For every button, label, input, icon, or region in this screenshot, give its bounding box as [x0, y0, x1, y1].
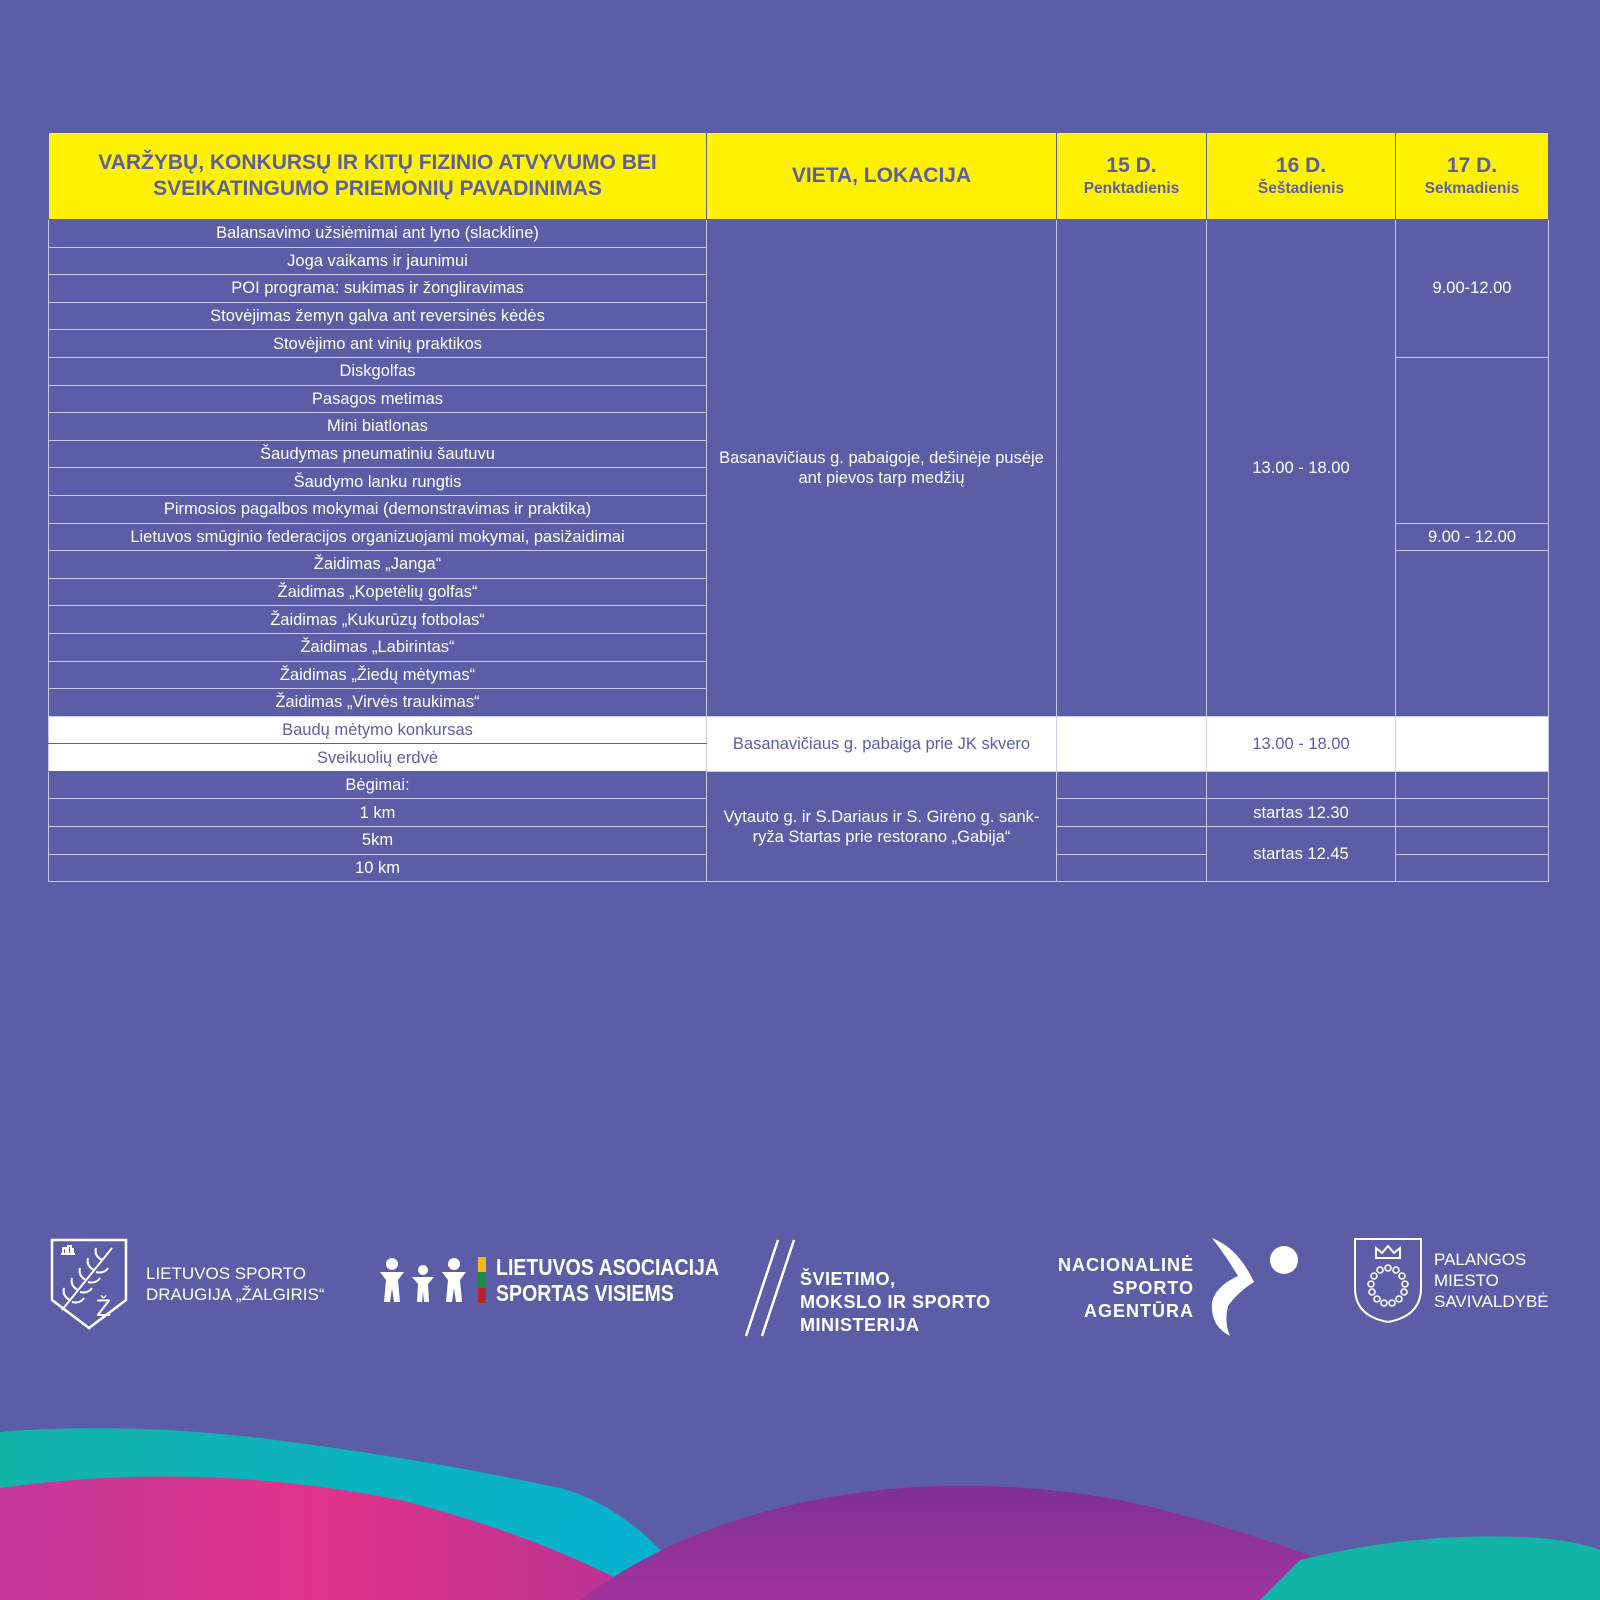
activity-name: Žaidimas „Labirintas“	[49, 633, 707, 661]
sat-time-square: 13.00 - 18.00	[1207, 716, 1396, 771]
location-square: Basanavičiaus g. pabaiga prie JK skvero	[707, 716, 1057, 771]
logo-text-line: PALANGOS	[1434, 1249, 1527, 1269]
activity-name: Mini biatlonas	[49, 413, 707, 441]
asociacija-text	[496, 1254, 719, 1306]
header-activity-name	[49, 133, 707, 220]
sun-empty-cell	[1396, 799, 1549, 827]
activity-name: Diskgolfas	[49, 357, 707, 385]
location-park: Basanavičiaus g. pabaigoje, dešinėje pusėje ant pievos tarp medžių	[707, 220, 1057, 717]
activity-name: POI programa: sukimas ir žongliravimas	[49, 275, 707, 303]
header-day-15	[1057, 133, 1207, 220]
logo-text-line: MIESTO	[1434, 1270, 1499, 1290]
header-location: VIETA, LOKACIJA	[707, 133, 1057, 220]
palanga-crest-icon	[1352, 1236, 1424, 1324]
fri-empty-cell	[1057, 854, 1207, 882]
logo-ministerija	[742, 1234, 991, 1340]
activity-name: Joga vaikams ir jaunimui	[49, 247, 707, 275]
sun-time-first: 9.00-12.00	[1396, 220, 1549, 358]
ministry-slash-icon	[742, 1234, 800, 1340]
logo-agentura	[1058, 1236, 1300, 1340]
activity-name: Pirmosios pagalbos mokymai (demonstravimas ir praktika)	[49, 495, 707, 523]
logo-text-line: MINISTERIJA	[800, 1314, 920, 1335]
day-label: 16 D.	[1275, 154, 1327, 177]
activity-name: Šaudymo lanku rungtis	[49, 468, 707, 496]
activity-name: 10 km	[49, 854, 707, 882]
table-row	[49, 220, 1549, 248]
activity-name: Stovėjimas žemyn galva ant reversinės kėdės	[49, 302, 707, 330]
sat-start-1km: startas 12.30	[1207, 799, 1396, 827]
fri-empty-cell	[1057, 220, 1207, 717]
sun-empty-cell	[1396, 551, 1549, 717]
activity-name: Šaudymas pneumatiniu šautuvu	[49, 440, 707, 468]
sat-start-5-10km: startas 12.45	[1207, 827, 1396, 882]
activity-name: 5km	[49, 827, 707, 855]
weekday-label: Sekmadienis	[1424, 180, 1520, 197]
logo-text-line: NACIONALINĖ	[1058, 1254, 1194, 1275]
lithuanian-flag-bar	[478, 1257, 486, 1303]
activity-name: Žaidimas „Virvės traukimas“	[49, 689, 707, 717]
sun-empty-cell	[1396, 854, 1549, 882]
fri-empty-cell	[1057, 716, 1207, 771]
sat-empty-cell	[1207, 771, 1396, 799]
logo-text-line: LIETUVOS ASOCIACIJA	[496, 1254, 720, 1280]
fri-empty-cell	[1057, 827, 1207, 855]
sun-empty-cell	[1396, 771, 1549, 799]
activity-name: Žaidimas „Kukurūzų fotbolas“	[49, 606, 707, 634]
header-title-line2: SVEIKATINGUMO PRIEMONIŲ PAVADINIMAS	[153, 177, 602, 200]
sun-time-federation: 9.00 - 12.00	[1396, 523, 1549, 551]
header-day-17	[1396, 133, 1549, 220]
sun-empty-cell	[1396, 716, 1549, 771]
activity-name: Pasagos metimas	[49, 385, 707, 413]
logo-sportas-visiems	[376, 1254, 758, 1306]
table-row	[49, 716, 1549, 744]
ministerija-text	[800, 1268, 991, 1337]
zalgiris-shield-icon	[48, 1236, 130, 1332]
day-label: 17 D.	[1446, 154, 1498, 177]
table-row	[49, 771, 1549, 799]
activity-name: 1 km	[49, 799, 707, 827]
activity-name: Žaidimas „Janga“	[49, 551, 707, 579]
logo-zalgiris	[48, 1236, 325, 1332]
logo-text-line: ŠVIETIMO,	[800, 1268, 896, 1289]
logo-text-line: SAVIVALDYBĖ	[1434, 1291, 1549, 1311]
activity-name: Baudų mėtymo konkursas	[49, 716, 707, 744]
activity-name: Lietuvos smūginio federacijos organizuojami mokymai, pasižaidimai	[49, 523, 707, 551]
logo-text-line: AGENTŪRA	[1084, 1300, 1194, 1321]
logo-text-line: LIETUVOS SPORTO	[146, 1264, 306, 1283]
palanga-text	[1434, 1249, 1549, 1312]
sun-empty-cell	[1396, 357, 1549, 523]
activity-name: Stovėjimo ant vinių praktikos	[49, 330, 707, 358]
day-label: 15 D.	[1106, 154, 1157, 177]
agentura-text	[1058, 1254, 1194, 1323]
activity-name: Žaidimas „Kopetėlių golfas“	[49, 578, 707, 606]
logo-palanga	[1352, 1236, 1549, 1324]
runner-icon	[1204, 1236, 1300, 1340]
weekday-label: Penktadienis	[1083, 180, 1180, 197]
activity-name: Sveikuolių erdvė	[49, 744, 707, 772]
sat-time-main: 13.00 - 18.00	[1207, 220, 1396, 717]
fri-empty-cell	[1057, 799, 1207, 827]
weekday-label: Šeštadienis	[1257, 180, 1345, 197]
people-icon	[376, 1256, 470, 1304]
activity-name: Bėgimai:	[49, 771, 707, 799]
logo-text-line: SPORTAS VISIEMS	[496, 1280, 674, 1306]
logo-text-line: DRAUGIJA „ŽALGIRIS“	[146, 1285, 325, 1304]
sponsor-logos	[0, 1206, 1600, 1366]
fri-empty-cell	[1057, 771, 1207, 799]
schedule-table	[48, 132, 1549, 882]
activity-name: Žaidimas „Žiedų mėtymas“	[49, 661, 707, 689]
svg-text:Ž: Ž	[96, 1297, 112, 1322]
logo-text-line: SPORTO	[1112, 1277, 1194, 1298]
logo-text-line: MOKSLO IR SPORTO	[800, 1291, 991, 1312]
header-day-16	[1207, 133, 1396, 220]
zalgiris-text	[146, 1263, 325, 1305]
header-title-line1: VARŽYBŲ, KONKURSŲ IR KITŲ FIZINIO ATVYVUMO BEI	[98, 151, 657, 174]
header-row	[49, 133, 1549, 220]
activity-name: Balansavimo užsiėmimai ant lyno (slackline)	[49, 220, 707, 248]
sun-empty-cell	[1396, 827, 1549, 855]
location-run: Vytauto g. ir S.Dariaus ir S. Girėno g. sank-ryža Startas prie restorano „Gabija“	[707, 771, 1057, 881]
decorative-waves	[0, 1400, 1600, 1600]
